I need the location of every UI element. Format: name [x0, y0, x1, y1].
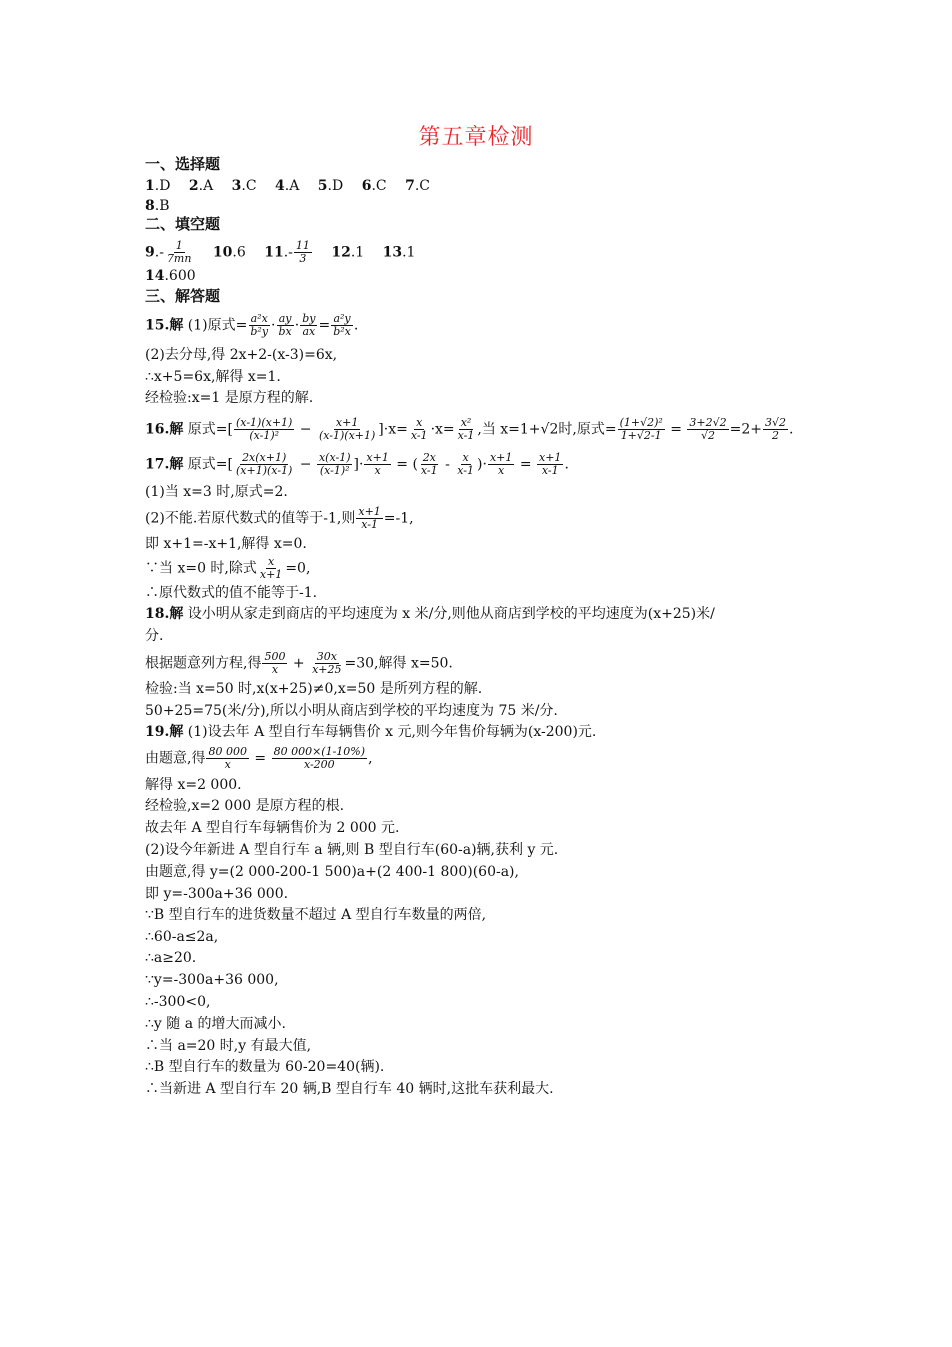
problem-19-line-15: ∴当 a=20 时,y 有最大值, — [145, 1038, 312, 1054]
fill-answers-row-1: 9.- $\frac{1}{7mn}$ 10.6 11.- $\frac{11}{3}$ 12.1 13.1 — [145, 239, 416, 265]
problem-19-line-3: 解得 x=2 000. — [145, 777, 242, 793]
fill-answers-row-2: 14.600 — [145, 268, 196, 284]
problem-17-line-2: (1)当 x=3 时,原式=2. — [145, 484, 288, 500]
choice-answers-row-1: 1.D 2.A 3.C 4.A 5.D 6.C 7.C — [145, 178, 430, 194]
fraction: $\frac{2x(x+1)}{(x+1)(x-1)}$ — [236, 451, 293, 477]
fraction: $\frac{1}{7mn}$ — [166, 239, 192, 265]
fraction: $\frac{30x}{x+25}$ — [312, 650, 342, 676]
problem-18-line-4: 检验:当 x=50 时,x(x+25)≠0,x=50 是所列方程的解. — [145, 681, 483, 697]
choice-answers-row-2: 8.B — [145, 198, 170, 214]
fraction: $\frac{3+2√2}{√2}$ — [689, 416, 727, 442]
problem-16-line-1: 16.解 原式=[ $\frac{(x-1)(x+1)}{\text{(x-1)²}}$ − $\frac{x+1}{(x-1)(x+1)}$ ]·x= $\frac{x}{x-1}$ ·x= $\frac{\text{x²}}{x-1}$ ,当 x=1+√2时,原式= $\frac{\text{(1+√2)²}}{1+√2-1}$ = $\frac{3+2√2}{√2}$ =2+ $\frac{3√2}{2}$ . — [145, 416, 794, 442]
problem-17-line-4: 即 x+1=-x+1,解得 x=0. — [145, 536, 307, 552]
fraction: $\frac{x+1}{x}$ — [366, 451, 389, 477]
problem-19-line-11: ∴a≥20. — [145, 950, 197, 966]
fraction: $\frac{(x-1)(x+1)}{\text{(x-1)²}}$ — [236, 416, 293, 442]
fraction: $\frac{\text{a²y}}{\text{b²x}}$ — [333, 312, 351, 338]
problem-15-line-2: (2)去分母,得 2x+2-(x-3)=6x, — [145, 347, 338, 363]
fraction: $\frac{\text{(1+√2)²}}{1+√2-1}$ — [619, 416, 663, 442]
fraction: $\frac{2x}{x-1}$ — [420, 451, 438, 477]
problem-17-line-6: ∴原代数式的值不能等于-1. — [145, 585, 318, 601]
fraction: $\frac{x}{x+1}$ — [259, 555, 283, 581]
problem-19-line-8: 即 y=-300a+36 000. — [145, 886, 289, 902]
problem-19-line-16: ∴B 型自行车的数量为 60-20=40(辆). — [145, 1059, 385, 1075]
problem-19-line-5: 故去年 A 型自行车每辆售价为 2 000 元. — [145, 820, 400, 836]
fraction: $\frac{x+1}{x-1}$ — [358, 505, 381, 531]
fraction: $\frac{by}{ax}$ — [302, 312, 316, 338]
problem-19-line-13: ∴-300<0, — [145, 994, 211, 1010]
problem-19-line-14: ∴y 随 a 的增大而减小. — [145, 1016, 286, 1032]
problem-15-line-1: 15.解 (1)原式= $\frac{\text{a²x}}{\text{b²y}}$ · $\frac{ay}{bx}$ · $\frac{by}{ax}$ = $\frac{\text{a²y}}{\text{b²x}}$ . — [145, 312, 359, 338]
problem-15-line-4: 经检验:x=1 是原方程的解. — [145, 390, 314, 406]
problem-15-line-3: ∴x+5=6x,解得 x=1. — [145, 369, 281, 385]
fraction: $\frac{x+1}{x}$ — [489, 451, 513, 477]
fraction: $\frac{x}{x-1}$ — [457, 451, 475, 477]
fraction: $\frac{80 000}{x}$ — [208, 745, 247, 771]
problem-18-line-3: 根据题意列方程,得 $\frac{500}{x}$ + $\frac{30x}{x+25}$ =30,解得 x=50. — [145, 650, 453, 676]
problem-19-line-9: ∵B 型自行车的进货数量不超过 A 型自行车数量的两倍, — [145, 907, 487, 923]
problem-17-line-3: (2)不能.若原代数式的值等于-1,则 $\frac{x+1}{x-1}$ =-1, — [145, 505, 414, 531]
problem-17-line-5: ∵当 x=0 时,除式 $\frac{x}{x+1}$ =0, — [145, 555, 311, 581]
fraction: $\frac{3√2}{2}$ — [765, 416, 787, 442]
fraction: $\frac{x}{x-1}$ — [410, 416, 428, 442]
problem-19-line-1: 19.解 (1)设去年 A 型自行车每辆售价 x 元,则今年售价每辆为(x-200)元. — [145, 724, 597, 740]
problem-17-line-1: 17.解 原式=[ $\frac{2x(x+1)}{(x+1)(x-1)}$ − $\frac{x(x-1)}{\text{(x-1)²}}$ ]· $\frac{x+1}{x}$ = ( $\frac{2x}{x-1}$ - $\frac{x}{x-1}$ )· $\frac{x+1}{x}$ = $\frac{x+1}{x-1}$ . — [145, 451, 569, 477]
fraction: $\frac{11}{3}$ — [295, 239, 310, 265]
problem-19-line-10: ∴60-a≤2a, — [145, 929, 219, 945]
fraction: $\frac{ay}{bx}$ — [278, 312, 292, 338]
page-title: 第五章检测 — [418, 125, 534, 150]
problem-19-line-7: 由题意,得 y=(2 000-200-1 500)a+(2 400-1 800)(60-a), — [145, 864, 519, 880]
fraction: $\frac{\text{x²}}{x-1}$ — [457, 416, 475, 442]
fraction: $\frac{\text{a²x}}{\text{b²y}}$ — [250, 312, 269, 338]
fraction: $\frac{x(x-1)}{\text{(x-1)²}}$ — [318, 451, 351, 477]
problem-18-line-2: 分. — [145, 628, 164, 644]
fraction: $\frac{80 000\times(1-10\%)}{x-200}$ — [273, 745, 366, 771]
problem-19-line-12: ∵y=-300a+36 000, — [145, 972, 279, 988]
fraction: $\frac{x+1}{(x-1)(x+1)}$ — [318, 416, 376, 442]
fraction: $\frac{x+1}{x-1}$ — [539, 451, 562, 477]
problem-19-line-4: 经检验,x=2 000 是原方程的根. — [145, 798, 345, 814]
section-heading-solve: 三、解答题 — [145, 287, 221, 305]
section-heading-choice: 一、选择题 — [145, 155, 221, 173]
problem-19-line-17: ∴当新进 A 型自行车 20 辆,B 型自行车 40 辆时,这批车获利最大. — [145, 1081, 554, 1097]
problem-19-line-6: (2)设今年新进 A 型自行车 a 辆,则 B 型自行车(60-a)辆,获利 y 元. — [145, 842, 559, 858]
problem-18-line-1: 18.解 设小明从家走到商店的平均速度为 x 米/分,则他从商店到学校的平均速度为(x+25)米/ — [145, 606, 715, 622]
problem-18-line-5: 50+25=75(米/分),所以小明从商店到学校的平均速度为 75 米/分. — [145, 703, 558, 719]
fraction: $\frac{500}{x}$ — [264, 650, 286, 676]
section-heading-fill: 二、填空题 — [145, 215, 221, 233]
problem-19-line-2: 由题意,得 $\frac{80 000}{x}$ = $\frac{80 000\times(1-10\%)}{x-200}$ , — [145, 745, 373, 771]
